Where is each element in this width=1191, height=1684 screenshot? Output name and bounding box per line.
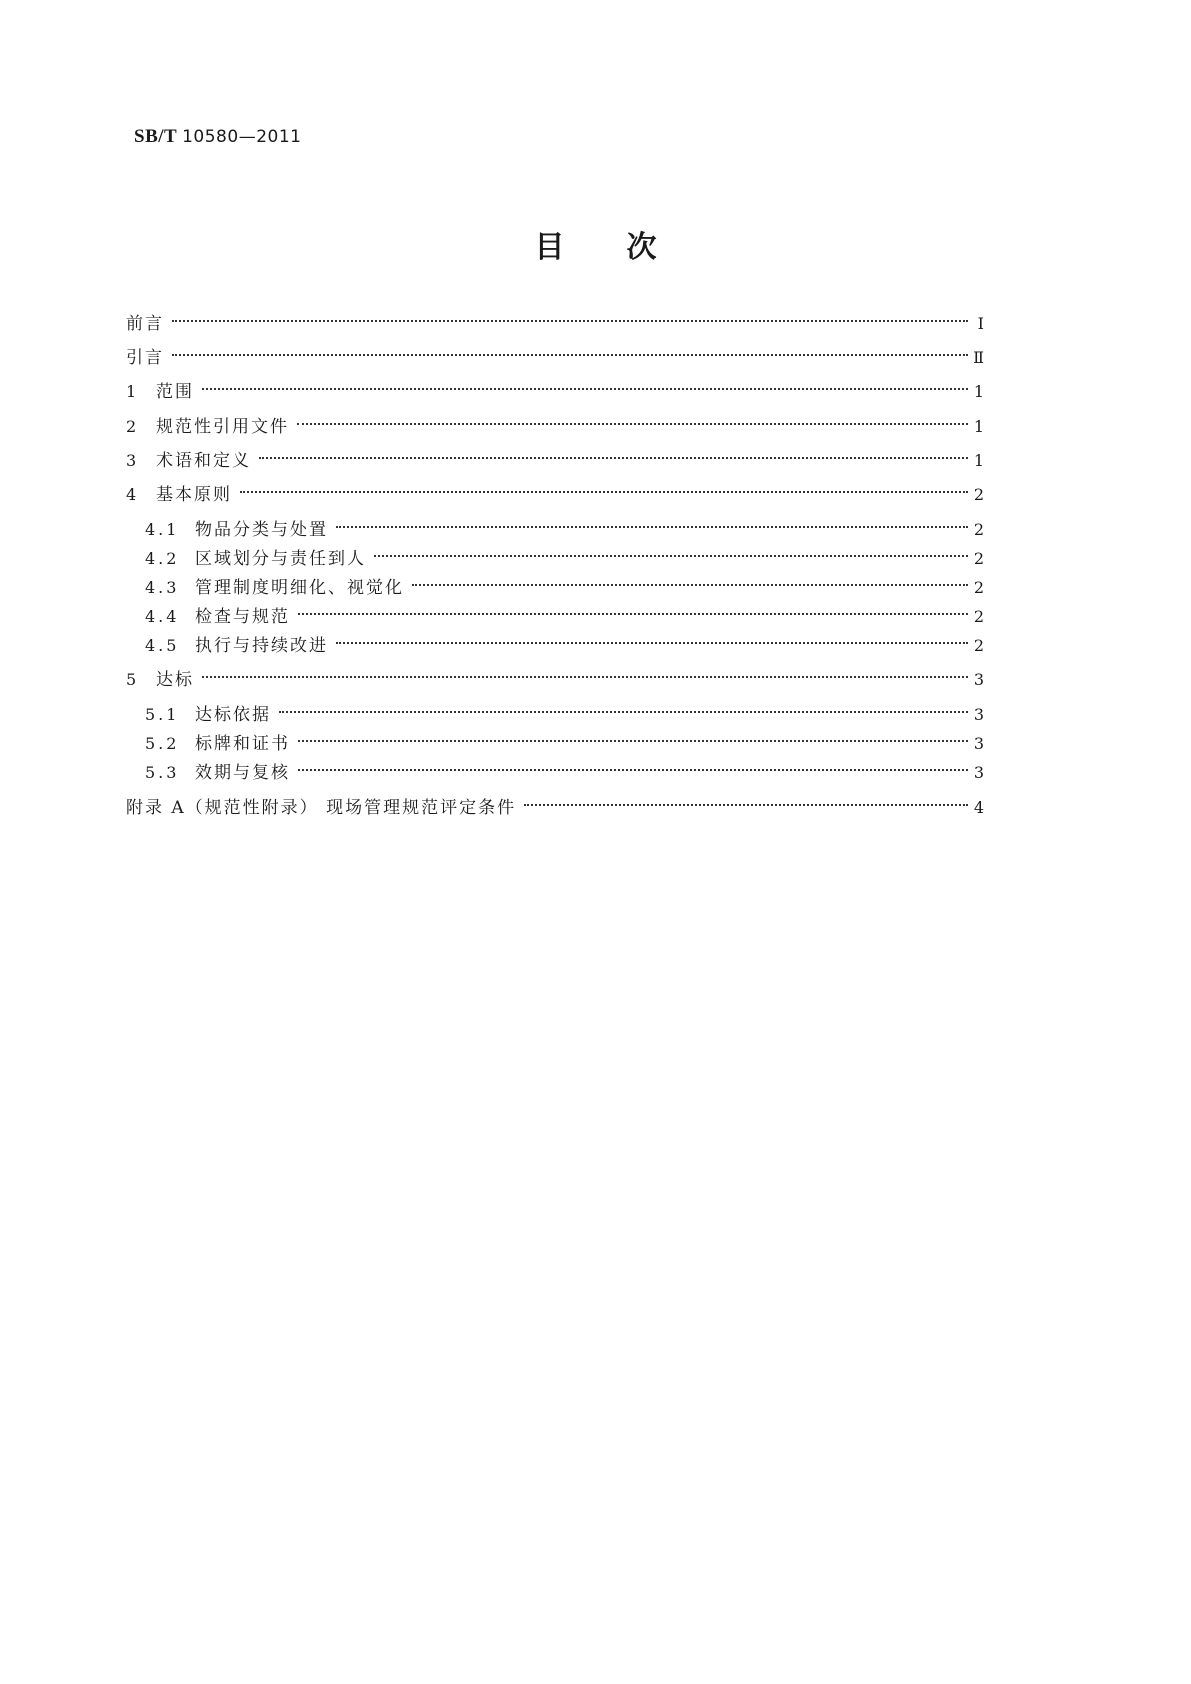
toc-entry-number: 5.1: [145, 705, 180, 724]
toc-entry-number: 4.2: [145, 549, 180, 568]
toc-entry-number: 5.2: [145, 734, 180, 753]
toc-entry-page: Ⅱ: [973, 348, 984, 367]
toc-entry-page: 3: [973, 670, 984, 689]
toc-entry-title: 检查与规范: [195, 607, 290, 627]
toc-entry-title: 规范性引用文件: [156, 417, 289, 437]
toc-entry-page: Ⅰ: [977, 314, 984, 333]
toc-entry-title: 管理制度明细化、视觉化: [195, 578, 404, 598]
toc-entry-page: 1: [973, 451, 984, 470]
toc-entry-label: [126, 448, 251, 474]
toc-entry[interactable]: [126, 659, 984, 690]
toc-entry-number: 1: [126, 382, 140, 401]
toc-entry[interactable]: [145, 509, 984, 540]
toc-entry-label: [145, 760, 290, 786]
toc-entry-page: 3: [973, 763, 984, 782]
toc-entry-title: 范围: [156, 382, 194, 402]
toc-leader-dots: [298, 752, 968, 778]
toc-entry-label: [126, 311, 164, 337]
toc-leader-dots: [172, 303, 968, 329]
toc-leader-dots: [336, 509, 968, 535]
toc-entry[interactable]: [145, 567, 984, 598]
toc-leader-dots: [374, 538, 968, 564]
document-code-prefix: SB/T: [134, 126, 177, 147]
toc-leader-dots: [298, 723, 968, 749]
toc-entry[interactable]: [126, 371, 984, 402]
toc-entry-page: 2: [973, 578, 984, 597]
toc-entry-label: [126, 482, 232, 508]
toc-entry[interactable]: [145, 723, 984, 754]
toc-entry-number: 4: [126, 485, 140, 504]
toc-entry-number: 4.3: [145, 578, 180, 597]
toc-entry-title: 执行与持续改进: [195, 636, 328, 656]
toc-entry-page: 2: [973, 607, 984, 626]
toc-entry[interactable]: [126, 337, 984, 368]
toc-leader-dots: [202, 659, 968, 685]
document-code: [134, 126, 301, 148]
toc-entry[interactable]: [145, 596, 984, 627]
toc-entry-number: 3: [126, 451, 140, 470]
page-title: 目次: [534, 230, 719, 265]
toc-entry-label: [126, 379, 194, 405]
toc-entry-number: 2: [126, 417, 140, 436]
toc-leader-dots: [259, 440, 968, 466]
document-code-number: 10580—2011: [182, 127, 302, 147]
toc-entry-page: 1: [973, 382, 984, 401]
toc-entry-number: 4.5: [145, 636, 180, 655]
toc-entry-title: 区域划分与责任到人: [195, 549, 366, 569]
toc-entry[interactable]: [145, 538, 984, 569]
toc-leader-dots: [298, 596, 968, 622]
toc-entry-number: 4.4: [145, 607, 180, 626]
toc-entry-page: 1: [973, 417, 984, 436]
toc-entry-label: [126, 795, 516, 821]
toc-entry-title: 引言: [126, 348, 164, 368]
toc-entry-page: 4: [973, 798, 984, 817]
toc-leader-dots: [202, 371, 968, 397]
toc-entry-title: 附录 A（规范性附录） 现场管理规范评定条件: [126, 798, 517, 818]
toc-leader-dots: [240, 474, 968, 500]
toc-entry-page: 2: [973, 549, 984, 568]
toc-entry-title: 达标: [156, 670, 194, 690]
toc-entry-label: [126, 414, 289, 440]
toc-entry[interactable]: [145, 752, 984, 783]
toc-entry[interactable]: [126, 440, 984, 471]
toc-entry-number: 5: [126, 670, 140, 689]
toc-entry[interactable]: [145, 694, 984, 725]
toc-entry-label: [126, 345, 164, 371]
toc-entry-number: 4.1: [145, 520, 180, 539]
toc-entry[interactable]: [126, 474, 984, 505]
toc-leader-dots: [336, 625, 968, 651]
toc-leader-dots: [412, 567, 968, 593]
toc-entry-page: 2: [973, 636, 984, 655]
toc-entry-label: [145, 633, 328, 659]
toc-entry[interactable]: [126, 303, 984, 334]
toc-entry-page: 3: [973, 734, 984, 753]
toc-entry[interactable]: [126, 787, 984, 818]
toc-entry-page: 2: [973, 485, 984, 504]
toc-entry[interactable]: [145, 625, 984, 656]
toc-entry-title: 术语和定义: [156, 451, 251, 471]
toc-entry-title: 标牌和证书: [195, 734, 290, 754]
toc-entry-page: 2: [973, 520, 984, 539]
toc-leader-dots: [524, 787, 968, 813]
toc-leader-dots: [297, 406, 968, 432]
toc-leader-dots: [279, 694, 968, 720]
toc-entry-title: 前言: [126, 314, 164, 334]
toc-entry-label: [126, 667, 194, 693]
toc-entry-title: 达标依据: [195, 705, 271, 725]
toc-entry-title: 基本原则: [156, 485, 232, 505]
toc-leader-dots: [172, 337, 968, 363]
toc-entry[interactable]: [126, 406, 984, 437]
toc-entry-title: 物品分类与处置: [195, 520, 328, 540]
toc-entry-title: 效期与复核: [195, 763, 290, 783]
toc-entry-number: 5.3: [145, 763, 180, 782]
toc-entry-page: 3: [973, 705, 984, 724]
